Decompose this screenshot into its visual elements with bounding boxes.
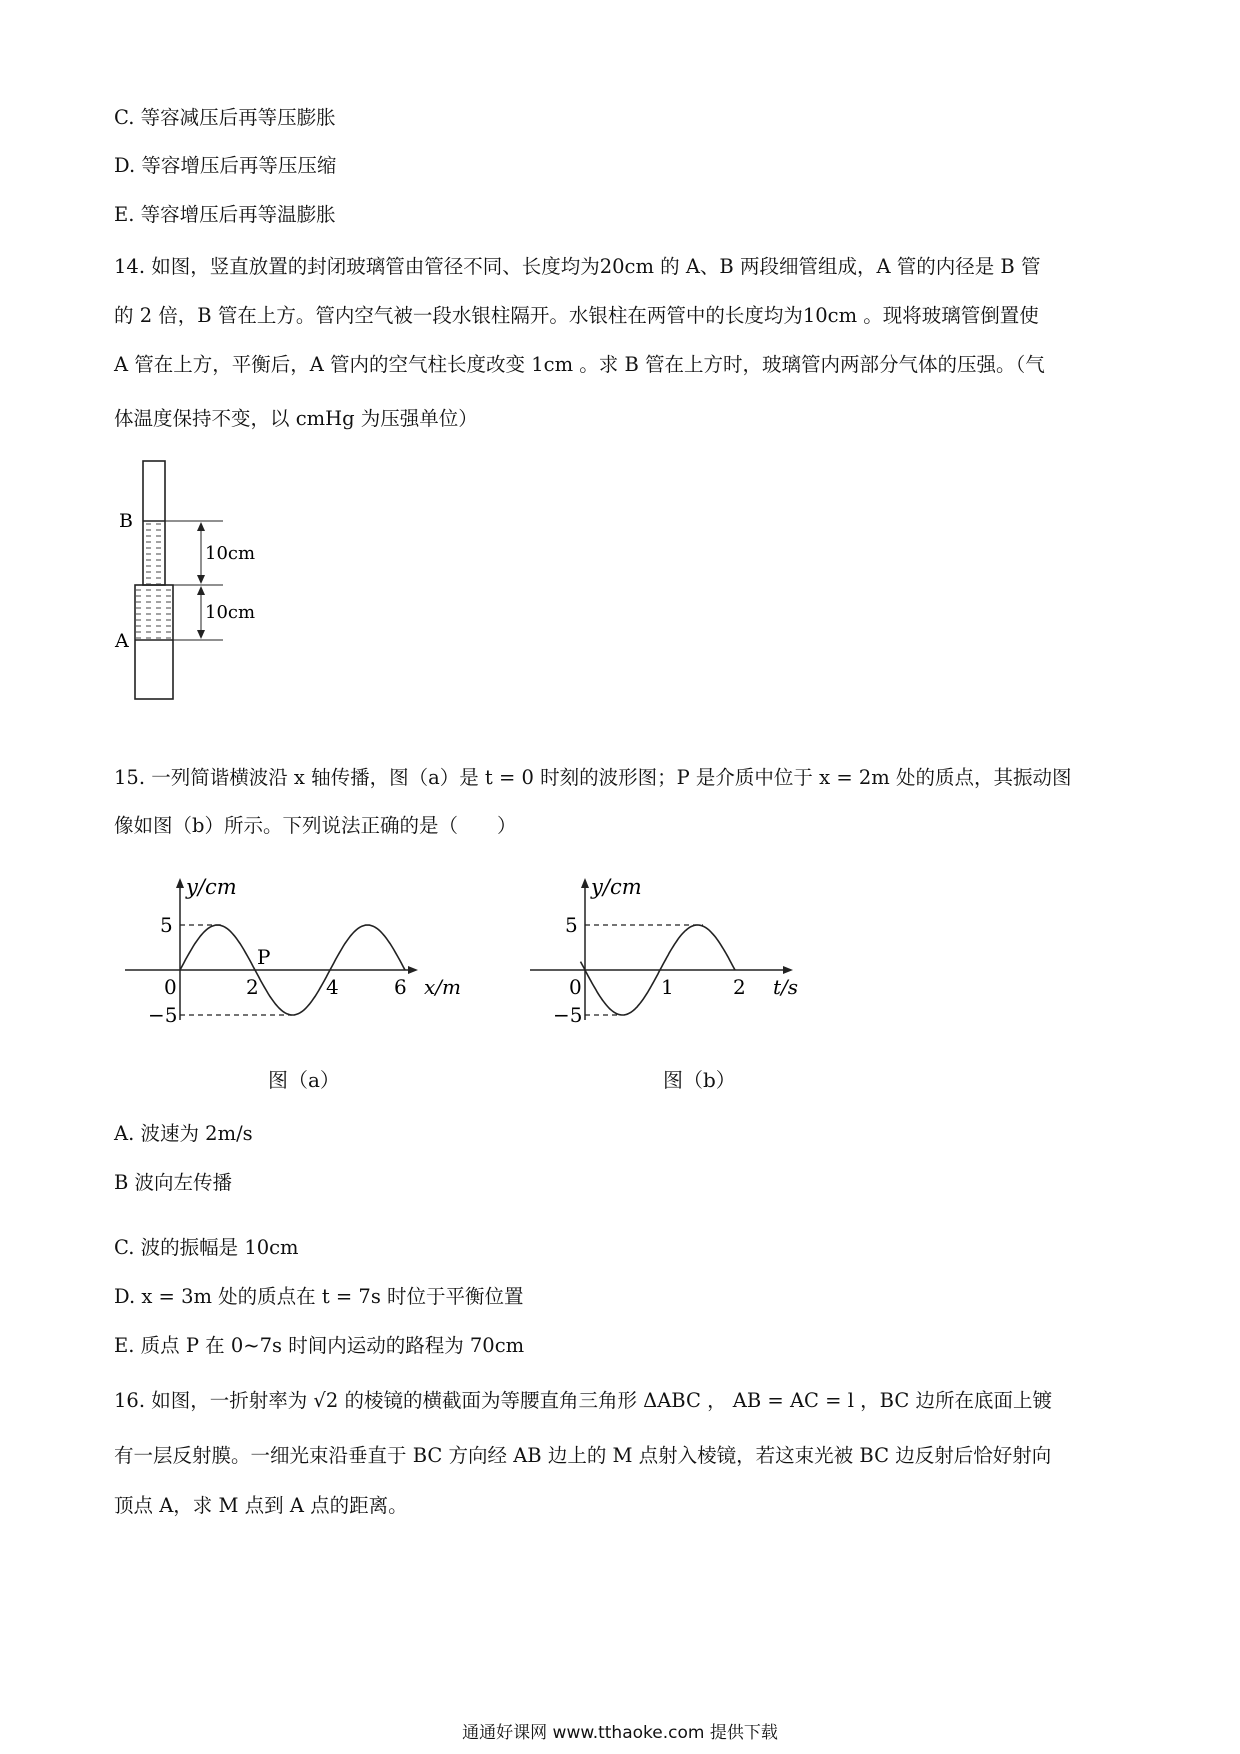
y-label: y/cm [186, 875, 237, 899]
q13-option-c: C. 等容减压后再等压膨胀 [114, 106, 336, 129]
q15-line-2: 像如图（b）所示。下列说法正确的是（ ） [114, 814, 517, 837]
point-p: P [257, 945, 271, 969]
q15-option-c: C. 波的振幅是 10cm [114, 1236, 299, 1259]
footer-watermark: 通通好课网 www.tthaoke.com 提供下载 [462, 1723, 778, 1743]
q16-line-3: 顶点 A，求 M 点到 A 点的距离。 [114, 1494, 408, 1517]
label-b: B [119, 510, 133, 532]
y-top: 5 [160, 913, 173, 937]
q16-line-2: 有一层反射膜。一细光束沿垂直于 BC 方向经 AB 边上的 M 点射入棱镜，若这束光被 BC 边反射后恰好射向 [114, 1444, 1052, 1467]
q14-line-2: 的 2 倍，B 管在上方。管内空气被一段水银柱隔开。水银柱在两管中的长度均为10cm 。现将玻璃管倒置使 [114, 304, 1039, 327]
q15-option-b: B 波向左传播 [114, 1171, 233, 1194]
q16-line-1: 16. 如图，一折射率为 √2 的棱镜的横截面为等腰直角三角形 ΔABC ， AB = AC = l ，BC 边所在底面上镀 [114, 1389, 1052, 1412]
y-bottom: −5 [148, 1003, 178, 1027]
t-tick: 2 [733, 975, 746, 999]
origin: 0 [569, 975, 582, 999]
label-a: A [115, 630, 129, 652]
q13-option-d: D. 等容增压后再等压压缩 [114, 154, 337, 177]
q15-option-a: A. 波速为 2m/s [114, 1122, 253, 1145]
t-label: t/s [773, 975, 799, 999]
q14-line-1: 14. 如图，竖直放置的封闭玻璃管由管径不同、长度均为20cm 的 A、B 两段细管组成，A 管的内径是 B 管 [114, 255, 1041, 278]
q15-option-e: E. 质点 P 在 0~7s 时间内运动的路程为 70cm [114, 1334, 525, 1357]
x-tick: 2 [246, 975, 259, 999]
origin: 0 [164, 975, 177, 999]
wave-graph-a [120, 870, 480, 1050]
q15-option-d: D. x = 3m 处的质点在 t = 7s 时位于平衡位置 [114, 1285, 524, 1308]
q14-tube-figure [105, 455, 285, 705]
y-label: y/cm [591, 875, 642, 899]
mercury-b [144, 521, 164, 585]
caption-b: 图（b） [663, 1068, 736, 1092]
y-bottom: −5 [553, 1003, 583, 1027]
x-label: x/m [424, 975, 461, 999]
t-tick: 1 [661, 975, 674, 999]
dim-upper: 10cm [205, 543, 256, 564]
q14-line-3: A 管在上方，平衡后，A 管内的空气柱长度改变 1cm 。求 B 管在上方时，玻璃管内两部分气体的压强。（气 [114, 353, 1045, 376]
y-top: 5 [565, 913, 578, 937]
dim-lower: 10cm [205, 602, 256, 623]
q15-line-1: 15. 一列简谐横波沿 x 轴传播，图（a）是 t = 0 时刻的波形图；P 是介质中位于 x = 2m 处的质点，其振动图 [114, 766, 1072, 789]
vibration-graph-b [525, 870, 825, 1050]
q13-option-e: E. 等容增压后再等温膨胀 [114, 203, 336, 226]
caption-a: 图（a） [268, 1068, 340, 1092]
mercury-a [136, 586, 172, 640]
x-tick: 4 [326, 975, 339, 999]
x-tick: 6 [394, 975, 407, 999]
q14-line-4: 体温度保持不变，以 cmHg 为压强单位） [114, 407, 478, 430]
